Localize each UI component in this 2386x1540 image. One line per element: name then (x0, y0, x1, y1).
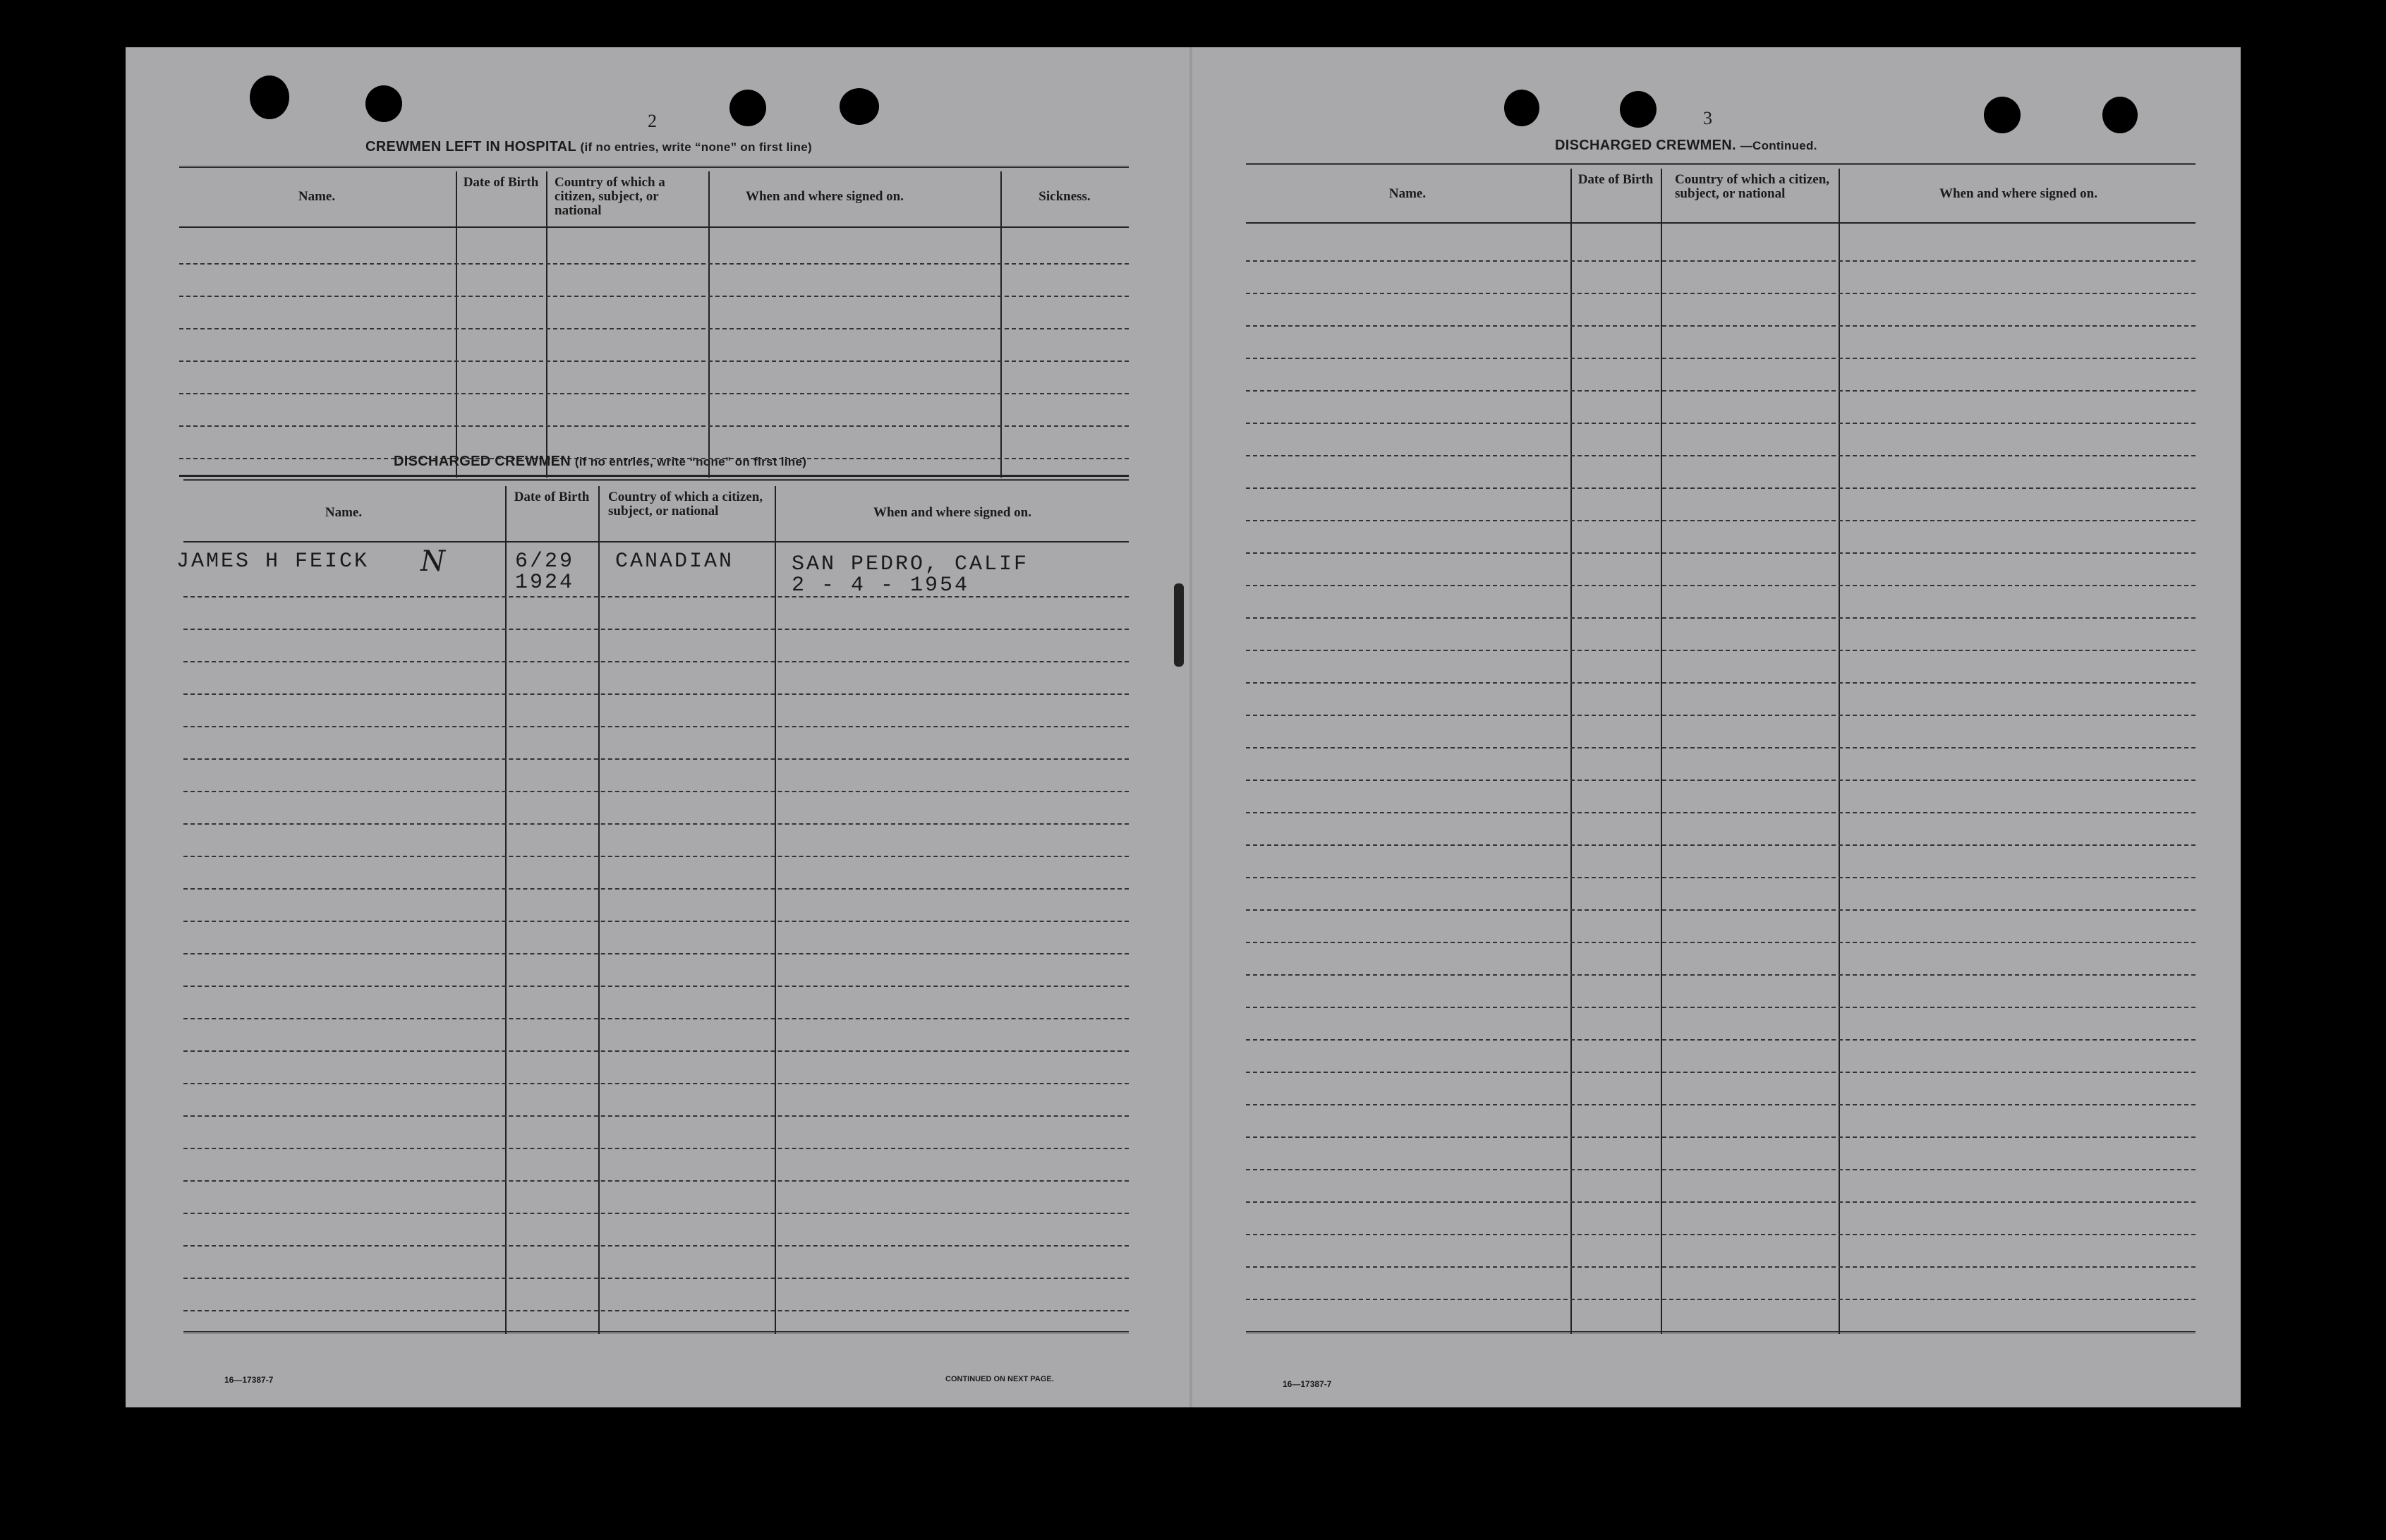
entry-line (183, 986, 1129, 987)
entry-line (183, 596, 1129, 598)
entry-line (1246, 390, 2196, 392)
column-divider (1000, 171, 1002, 478)
entry-line (1246, 715, 2196, 716)
entry-line (183, 1018, 1129, 1019)
document-sheet (126, 47, 2241, 1407)
entry-line (1246, 1007, 2196, 1008)
entry-line (1246, 325, 2196, 327)
entry-line (1246, 487, 2196, 489)
crewman-country: CANADIAN (615, 550, 734, 574)
entry-line (1246, 1072, 2196, 1073)
col-head-signed-on: When and where signed on. (745, 189, 904, 204)
entry-line (183, 921, 1129, 922)
punch-hole (365, 85, 402, 122)
punch-hole (1984, 97, 2021, 133)
table-bottom-rule (179, 475, 1129, 477)
col-head-country: Country of which a citizen, subject, or national (1675, 172, 1830, 201)
crewman-dob-year: 1924 (515, 571, 575, 595)
entry-line (183, 693, 1129, 695)
entry-line (1246, 358, 2196, 359)
column-divider (1839, 169, 1840, 1334)
form-number: 16—17387-7 (1283, 1379, 1332, 1389)
right-title-text: DISCHARGED CREWMEN. (1555, 138, 1736, 153)
entry-line (1246, 844, 2196, 846)
entry-line (1246, 423, 2196, 424)
ink-smudge (1174, 583, 1184, 667)
entry-line (1246, 1039, 2196, 1041)
col-head-dob: Date of Birth (514, 490, 590, 504)
entry-line (183, 1115, 1129, 1117)
right-section-title (1555, 138, 1817, 154)
crewman-mark: N (420, 545, 447, 578)
entry-line (1246, 877, 2196, 878)
entry-line (1246, 617, 2196, 619)
right-title-suffix: —Continued. (1740, 139, 1817, 152)
entry-line (1246, 780, 2196, 781)
column-divider (708, 171, 710, 478)
crewman-signed-place: SAN PEDRO, CALIF (792, 552, 1029, 576)
hospital-section-title (365, 139, 812, 155)
col-head-name: Name. (298, 189, 336, 204)
entry-line (1246, 747, 2196, 748)
entry-line (183, 1050, 1129, 1052)
punch-hole (729, 90, 766, 126)
entry-line (1246, 520, 2196, 521)
crewman-dob-month-day: 6/29 (515, 550, 575, 574)
entry-line (1246, 1104, 2196, 1105)
discharged-title-note: (if no entries, write “none” on first line) (574, 455, 807, 468)
entry-line (179, 296, 1129, 297)
column-divider (456, 171, 457, 478)
col-head-signed-on: When and where signed on. (1939, 186, 2097, 201)
table-bottom-rule (183, 1331, 1129, 1335)
header-rule (1246, 222, 2196, 224)
table-top-rule (183, 479, 1129, 483)
discharged-title-text: DISCHARGED CREWMEN (394, 454, 571, 469)
hospital-title-note: (if no entries, write “none” on first line) (580, 140, 812, 154)
col-head-dob: Date of Birth (463, 175, 539, 190)
entry-line (183, 1278, 1129, 1279)
col-head-name: Name. (325, 505, 363, 520)
entry-line (183, 823, 1129, 825)
punch-hole (1504, 90, 1539, 126)
column-divider (1570, 169, 1572, 1334)
entry-line (1246, 585, 2196, 586)
entry-line (1246, 909, 2196, 911)
entry-line (1246, 293, 2196, 294)
entry-line (1246, 552, 2196, 554)
col-head-country: Country of which a citizen, subject, or national (555, 175, 665, 218)
continued-note: CONTINUED ON NEXT PAGE. (945, 1375, 1054, 1383)
hospital-title-text: CREWMEN LEFT IN HOSPITAL (365, 139, 576, 154)
entry-line (183, 661, 1129, 662)
column-divider (775, 486, 776, 1334)
crewman-name: JAMES H FEICK (176, 550, 370, 574)
entry-line (1246, 260, 2196, 262)
col-head-signed-on: When and where signed on. (873, 505, 1031, 520)
column-divider (598, 486, 600, 1334)
entry-line (183, 856, 1129, 857)
right-page (1191, 47, 2241, 1407)
entry-line (1246, 1201, 2196, 1203)
entry-line (183, 1245, 1129, 1247)
entry-line (179, 425, 1129, 427)
entry-line (183, 1148, 1129, 1149)
entry-line (179, 360, 1129, 362)
entry-line (183, 629, 1129, 630)
entry-line (1246, 974, 2196, 976)
punch-hole (2102, 97, 2138, 133)
header-rule (179, 226, 1129, 228)
entry-line (1246, 812, 2196, 813)
column-divider (1661, 169, 1662, 1334)
entry-line (1246, 650, 2196, 651)
punch-hole (840, 88, 879, 125)
entry-line (183, 1213, 1129, 1214)
entry-line (183, 888, 1129, 890)
col-head-name: Name. (1388, 186, 1427, 201)
entry-line (183, 1310, 1129, 1311)
entry-line (1246, 942, 2196, 943)
entry-line (179, 393, 1129, 394)
entry-line (183, 726, 1129, 727)
entry-line (183, 758, 1129, 760)
entry-line (1246, 1266, 2196, 1268)
col-head-sickness: Sickness. (1038, 189, 1091, 204)
discharged-section-title (394, 454, 806, 470)
entry-line (183, 791, 1129, 792)
entry-line (1246, 455, 2196, 456)
crewman-signed-date: 2 - 4 - 1954 (792, 574, 970, 598)
table-top-rule (179, 166, 1129, 170)
entry-line (183, 953, 1129, 954)
page-number: 2 (648, 111, 657, 131)
entry-line (179, 263, 1129, 265)
form-number: 16—17387-7 (224, 1375, 274, 1385)
left-page (126, 47, 1191, 1407)
entry-line (183, 1083, 1129, 1084)
col-head-dob: Date of Birth (1577, 172, 1654, 187)
entry-line (1246, 1299, 2196, 1300)
punch-hole (250, 75, 289, 119)
entry-line (179, 328, 1129, 329)
col-head-country: Country of which a citizen, subject, or national (608, 490, 763, 519)
punch-hole (1620, 91, 1657, 128)
entry-line (1246, 1169, 2196, 1170)
header-rule (183, 541, 1129, 542)
entry-line (183, 1180, 1129, 1182)
page-number: 3 (1703, 108, 1712, 128)
entry-line (1246, 1234, 2196, 1235)
entry-line (1246, 1136, 2196, 1138)
table-bottom-rule (1246, 1331, 2196, 1335)
column-divider (505, 486, 507, 1334)
entry-line (1246, 682, 2196, 684)
table-top-rule (1246, 163, 2196, 167)
column-divider (546, 171, 547, 478)
